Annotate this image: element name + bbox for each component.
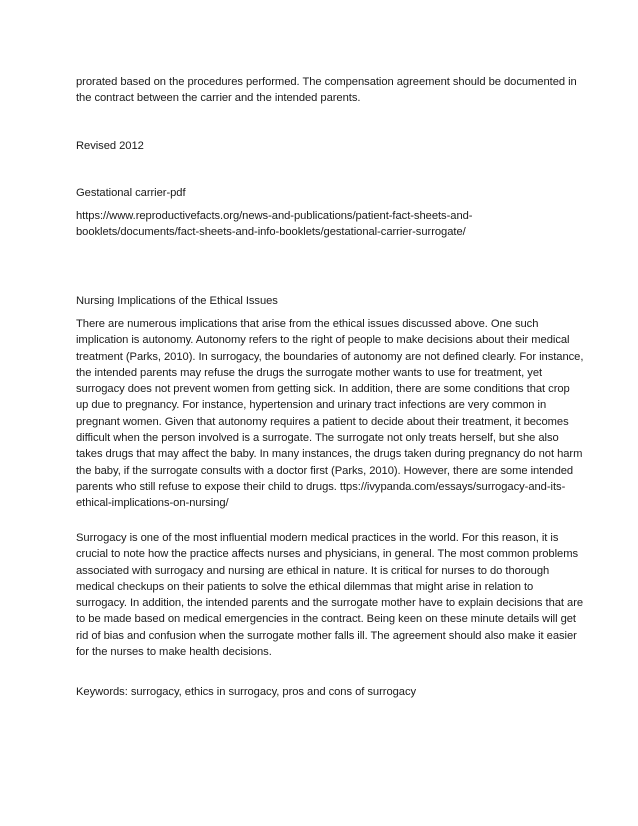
paragraph-surrogacy-influence [76, 530, 584, 660]
paragraph-line: pregnant women. Given that autonomy requires a patient to decide about their treatment, it becomes [76, 415, 569, 428]
paragraph-line: the intended parents may refuse the drugs the surrogate mother wants to use for treatment, yet [76, 366, 543, 379]
paragraph-line: rid of bias and confusion when the surrogate mother falls ill. The agreement should also make it easier [76, 629, 577, 642]
paragraph-line: surrogacy does not prevent women from getting sick. In addition, there are some conditions that crop [76, 383, 570, 396]
paragraph-line: There are numerous implications that arise from the ethical issues discussed above. One such [76, 318, 539, 330]
paragraph-line: up due to pregnancy. For instance, hypertension and urinary tract infections are very common in [76, 399, 547, 412]
paragraph-line: implication is autonomy. Autonomy refers to the right of people to make decisions about their medical [76, 334, 570, 347]
paragraph-line: difficult when the person involved is a surrogate. The surrogate not only treats herself, but she also [76, 432, 559, 445]
source-url [76, 208, 566, 241]
intro-line: prorated based on the procedures performed. The compensation agreement should be documented in [76, 76, 577, 88]
paragraph-line: ethical-implications-on-nursing/ [76, 497, 229, 510]
paragraph-ethical-implications [76, 316, 584, 512]
paragraph-line: surrogacy. In addition, the intended parents and the surrogate mother have to explain decisions that are [76, 597, 584, 610]
paragraph-line: Surrogacy is one of the most influential modern medical practices in the world. For this reason, it is [76, 532, 559, 544]
revised-note: Revised 2012 [76, 140, 144, 152]
paragraph-line: medical checkups on their patients to solve the ethical dilemmas that might arise in relation to [76, 580, 534, 593]
paragraph-line: for the nurses to make health decisions. [76, 646, 272, 659]
paragraph-line: crucial to note how the practice affects nurses and physicians, in general. The most common problems [76, 548, 579, 561]
paragraph-line: treatment (Parks, 2010). In surrogacy, the boundaries of autonomy are not defined clearly. For instance, [76, 350, 584, 363]
paragraph-line: the baby, if the surrogate consults with a doctor first (Parks, 2010). However, there are some intended [76, 464, 574, 477]
keywords-line: Keywords: surrogacy, ethics in surrogacy, pros and cons of surrogacy [76, 686, 417, 698]
paragraph-line: takes drugs that may affect the baby. In many instances, the drugs taken during pregnancy do not harm [76, 448, 583, 461]
section-heading: Nursing Implications of the Ethical Issues [76, 295, 278, 307]
paragraph-line: associated with surrogacy and nursing are ethical in nature. It is critical for nurses to do thorough [76, 564, 550, 577]
source-url-line: booklets/documents/fact-sheets-and-info-booklets/gestational-carrier-surrogate/ [76, 226, 466, 239]
paragraph-line: parents who still refuse to expose their child to drugs. ttps://ivypanda.com/essays/surrogacy-and-its- [76, 480, 566, 493]
source-url-line: https://www.reproductivefacts.org/news-and-publications/patient-fact-sheets-and- [76, 210, 473, 222]
source-title: Gestational carrier-pdf [76, 187, 186, 199]
intro-line: the contract between the carrier and the intended parents. [76, 92, 361, 105]
intro-paragraph [76, 74, 577, 107]
paragraph-line: to be made based on medical emergencies in the contract. Being keen on these minute details will get [76, 613, 576, 626]
